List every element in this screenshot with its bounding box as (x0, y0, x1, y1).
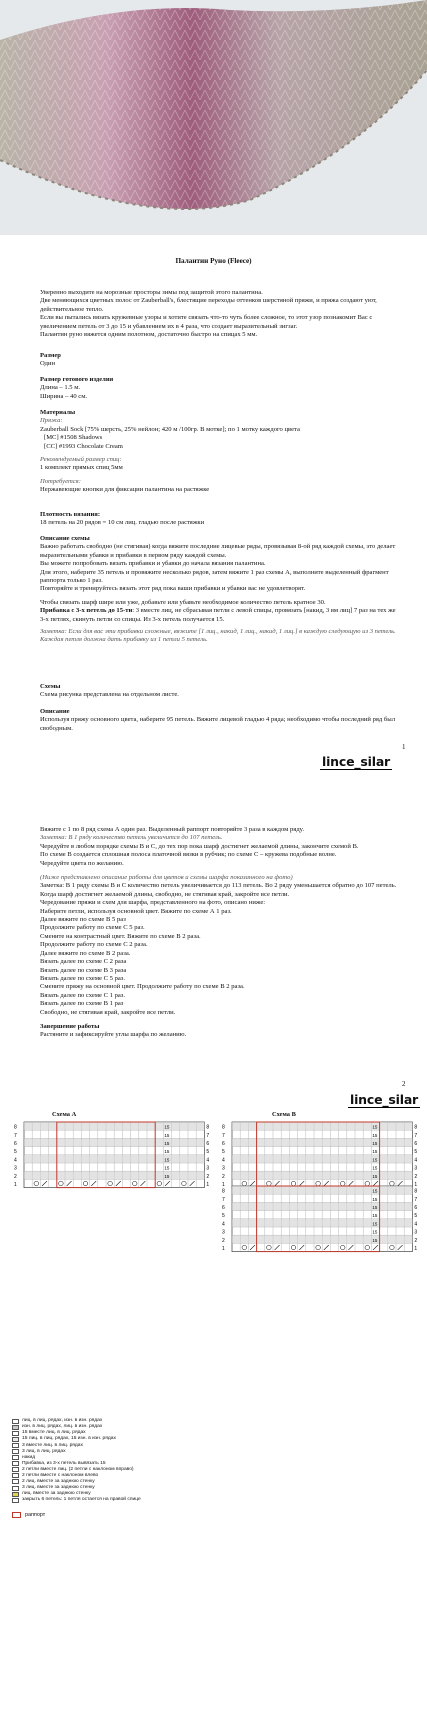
legend-swatch (12, 1498, 19, 1503)
desc2-value: Используя пряжу основного цвета, наберите 95 петель. Вяжите лицевой гладью 4 ряда; необходимо чтобы последний ряд был свободным. (40, 716, 395, 732)
row-number: 7 (414, 1196, 418, 1203)
row-number: 4 (14, 1157, 17, 1164)
row-number: 6 (414, 1140, 418, 1147)
fifteen-marker: 15 (372, 1237, 378, 1243)
fifteen-marker: 15 (164, 1173, 170, 1179)
purl-row (232, 1186, 412, 1194)
row-number: 6 (206, 1140, 210, 1147)
materials-heading: Материалы (40, 409, 76, 416)
row-number: 3 (222, 1229, 225, 1236)
page2-line: Продолжите работу по схеме С 2 раза. (40, 941, 148, 949)
purl-row (232, 1122, 412, 1130)
finished-length: Длина – 1.5 м. (40, 384, 81, 392)
row-number: 2 (222, 1173, 225, 1180)
gauge-value: 18 петель на 20 рядов = 10 см лиц. гладью после растяжки (40, 519, 205, 527)
description-line: Для этого, наберите 35 петель и провяжите несколько рядов, затем вяжите 1 раз схемы А, выполните выделенный фрагмент раппорта только 1 раз. (40, 568, 389, 585)
row-number: 8 (414, 1124, 418, 1131)
description-line: Вы можете попробовать вязать прибавки и убавки до начала вязания палантина. (40, 560, 266, 568)
fifteen-marker: 15 (164, 1132, 170, 1138)
fifteen-marker: 15 (164, 1124, 170, 1130)
legend-swatch (12, 1425, 19, 1430)
row-number: 7 (14, 1132, 17, 1139)
needle-value: 1 комплект прямых спиц 5мм (40, 464, 123, 472)
description-heading: Описание схемы (40, 535, 90, 542)
row-number: 5 (222, 1213, 225, 1220)
row-number: 4 (222, 1221, 225, 1228)
row-number: 2 (414, 1237, 418, 1244)
intro-line: Уверенно выходите на морозные просторы зимы под защитой этого палантина. (40, 289, 263, 296)
row-number: 2 (222, 1237, 225, 1244)
fifteen-marker: 15 (372, 1196, 378, 1202)
brand-watermark: lince_silar (322, 754, 391, 769)
schemes-value: Схема рисунка представлена на отдельном листе. (40, 691, 179, 699)
purl-row (24, 1122, 204, 1130)
row-number: 1 (206, 1181, 210, 1188)
page2-line: Вязать далее по схеме В 3 раза (40, 966, 127, 974)
legend-swatch (12, 1461, 19, 1466)
intro-line: Две меняющихся цветных полос от Zauberball's, блестящие переходы оттенков шерстяной пряжи, и пряжа создают уют, действительное тепло. (40, 297, 377, 313)
purl-row (232, 1171, 412, 1179)
intro-line: Если вы пытались вязать кружевные узоры и хотите связать что-то чуть более сложное, то этот узор познакомит Вас с увеличением петель от 3 до 15 и убавлением их в 4 раза, что создает выразительный зигзаг. (40, 314, 373, 330)
page2-line: Вязать далее по схеме С 2 раза (40, 958, 127, 966)
desc2-section (40, 708, 400, 733)
fifteen-marker: 15 (164, 1165, 170, 1171)
fifteen-marker: 15 (372, 1124, 378, 1130)
legend-swatch (12, 1492, 19, 1497)
row-number: 6 (414, 1204, 418, 1211)
page2-line: Наберите петли, используя основной цвет. Вяжите по схеме А 1 раз. (40, 907, 232, 915)
description-section (40, 535, 400, 645)
row-number: 8 (206, 1124, 210, 1131)
intro-line: Палантин руно вяжется одним полотном, достаточно быстро на спицах 5 мм. (40, 331, 258, 339)
row-number: 4 (414, 1157, 418, 1164)
yarn-mc: [MC] #1508 Shadows (44, 434, 103, 442)
gauge-section (40, 511, 400, 528)
materials-section (40, 409, 400, 495)
row-number: 8 (14, 1124, 17, 1131)
page2-line: Вязать далее по схеме С 5 раз. (40, 974, 126, 982)
wider-note: Чтобы связать шарф шире или уже, добавьте или убавьте необходимое количество петель кратное 30. (40, 598, 326, 606)
fifteen-marker: 15 (372, 1188, 378, 1194)
page-1 (0, 243, 427, 843)
row-number: 5 (206, 1149, 210, 1156)
row-number: 8 (222, 1188, 225, 1195)
rapport-label: раппорт (25, 1512, 46, 1518)
increase-note: Заметка: Если для вас эти прибавки сложные, вяжите [1 лиц., накид, 1 лиц., накид, 1 лиц.] в каждую следующую из 3 петель. Каждая петля должна дать прибавку из 1 петли 5 петель. (40, 628, 396, 644)
shawl-photo (0, 0, 427, 235)
scheme-b-title: Схема В (272, 1111, 296, 1118)
fifteen-marker: 15 (372, 1213, 378, 1219)
legend-label: лиц. вместе за заднюю стенку (22, 1491, 91, 1497)
row-number: 3 (14, 1165, 17, 1172)
row-number: 1 (14, 1181, 17, 1188)
purl-row (24, 1155, 204, 1163)
row-number: 2 (14, 1173, 17, 1180)
increase-heading: Прибавка с 3-х петель до 15-ти (40, 607, 133, 615)
row-number: 7 (206, 1132, 210, 1139)
legend-label: 3 лиц. в лиц. рядах (22, 1448, 66, 1454)
rapport-legend (12, 1512, 45, 1518)
need-value: Нержавеющие кнопки для фиксации палантина на растяжке (40, 486, 210, 494)
row-number: 3 (206, 1165, 210, 1172)
page2-line: Заметка: В 1 ряду количество петель увеличится до 107 петель. (40, 834, 223, 842)
fifteen-marker: 15 (372, 1165, 378, 1171)
scheme-a-chart (12, 1120, 210, 1200)
page2-line: Продолжите работу по схеме С 5 раз. (40, 924, 145, 932)
fifteen-marker: 15 (372, 1221, 378, 1227)
page2-line: Смените пряжу на основной цвет. Продолжите работу по схеме В 2 раза. (40, 983, 245, 991)
document-title: Палантин Руно (Fleece) (175, 257, 252, 265)
legend-label: лиц. в лиц. рядах, изн. в изн. рядах (22, 1418, 103, 1424)
row-number: 8 (222, 1124, 225, 1131)
row-number: 3 (222, 1165, 225, 1172)
purl-row (232, 1202, 412, 1210)
legend-swatch (12, 1419, 19, 1424)
row-number: 4 (206, 1157, 210, 1164)
legend-swatch (12, 1473, 19, 1478)
scheme-a-title: Схема А (52, 1111, 77, 1118)
legend-label: накид (22, 1454, 36, 1460)
fifteen-marker: 15 (164, 1140, 170, 1146)
legend-label: закрыть 6 петель: 1 петля остается на правой спице (22, 1497, 141, 1503)
page2-line: Вяжите с 1 по 8 ряд схема А один раз. Выделенный раппорт повторяйте 3 раза в каждом ряду. (40, 826, 304, 833)
page2-line: Вязать далее по схеме С 1 раз. (40, 991, 126, 999)
intro-block (40, 289, 400, 339)
needle-label: Рекомендуемый размер спиц: (40, 456, 122, 464)
yarn-cc: [CC] #1993 Chocolate Cream (44, 442, 123, 450)
description-line: Важно работать свободно (не стягивая) когда вяжите последние лицевые ряды, провязывая 8-ой ряд каждой схемы, это делает выразительными убавки и прибавки в первом ряду каждой схемы. (40, 543, 396, 559)
yarn-label: Пряжа: (40, 417, 63, 425)
row-number: 1 (414, 1181, 418, 1188)
legend-label: 15 лиц. в лиц. рядах, 15 изн. в изн. рядах (22, 1436, 116, 1442)
purl-row (24, 1171, 204, 1179)
row-number: 2 (206, 1173, 210, 1180)
finished-section (40, 376, 400, 401)
legend-swatch (12, 1467, 19, 1472)
fifteen-marker: 15 (372, 1149, 378, 1155)
legend-item (12, 1497, 202, 1503)
desc2-heading: Описание (40, 708, 70, 715)
purl-row (232, 1155, 412, 1163)
page2-line: Смените на контрастный цвет. Вяжите по схеме В 2 раза. (40, 932, 201, 940)
row-number: 7 (222, 1132, 225, 1139)
row-number: 4 (222, 1157, 225, 1164)
legend-label: 3 вместе лиц. в лиц. рядах (22, 1442, 83, 1448)
legend-label: 2 лиц. вместе за заднюю стенку (22, 1479, 95, 1485)
page2-line: Далее вяжите по схеме В 2 раза. (40, 949, 131, 957)
page2-line: Чередуйте в любом порядке схемы В и С, до тех пор пока шарф достигнет желаемой длины, закончите схемой В. (40, 842, 359, 850)
row-number: 6 (14, 1140, 17, 1147)
purl-row (24, 1138, 204, 1146)
row-number: 1 (222, 1245, 225, 1252)
page2-line: Когда шарф достигнет желаемой длины, свободно, не стягивая край, закройте все петли. (40, 890, 290, 898)
page2-line: Заметка: В 1 ряду схемы В и С количество петель увеличивается до 113 петель. Во 2 ряду уменьшается обратно до 107 петель. (40, 882, 397, 890)
size-section (40, 352, 400, 369)
rapport-swatch (12, 1512, 21, 1518)
purl-row (232, 1138, 412, 1146)
scheme-c-chart (220, 1181, 420, 1264)
page2-line: Растяните и зафиксируйте углы шарфа по желанию. (40, 1031, 187, 1039)
size-heading: Размер (40, 352, 61, 359)
page2-line: Чередуйте цвета по желанию. (40, 859, 124, 867)
row-number: 5 (414, 1213, 418, 1220)
fifteen-marker: 15 (164, 1157, 170, 1163)
legend-swatch (12, 1449, 19, 1454)
fifteen-marker: 15 (372, 1173, 378, 1179)
description-line: Повторяйте и тренируйтесь вязать этот ряд пока ваши прибавки и убавки вас не удовлетворят. (40, 585, 306, 593)
page-number: 1 (402, 743, 406, 751)
gauge-heading: Плотность вязания: (40, 511, 101, 518)
fifteen-marker: 15 (372, 1140, 378, 1146)
page2-line: Вязать далее по схеме В 1 раз (40, 1000, 124, 1008)
yarn-value: Zauberball Sock [75% шерсть, 25% нейлон; 420 м /100гр. В мотке]; по 1 мотку каждого цвета (40, 425, 300, 433)
fifteen-marker: 15 (372, 1204, 378, 1210)
fifteen-marker: 15 (372, 1132, 378, 1138)
legend-swatch (12, 1443, 19, 1448)
row-number: 5 (14, 1149, 17, 1156)
legend-label: 15 вместе лиц. в лиц. рядах (22, 1430, 86, 1436)
row-number: 1 (222, 1181, 225, 1188)
legend-label: 2 петли вместе с наклоном влево (22, 1472, 99, 1478)
page2-line: Чередование пряжи и схем для шарфа, представленного на фото, описано ниже: (40, 899, 266, 907)
row-number: 7 (414, 1132, 418, 1139)
row-number: 3 (414, 1165, 418, 1172)
need-label: Потребуется: (40, 477, 81, 485)
page2-line: Завершение работы (40, 1022, 100, 1030)
purl-row (232, 1235, 412, 1243)
brand-watermark: lince_silar (350, 1092, 419, 1107)
fifteen-marker: 15 (372, 1157, 378, 1163)
legend-swatch (12, 1431, 19, 1436)
legend-swatch (12, 1437, 19, 1442)
increase-instruction (40, 607, 400, 624)
row-number: 6 (222, 1204, 225, 1211)
legend-swatch (12, 1486, 19, 1491)
fifteen-marker: 15 (372, 1229, 378, 1235)
row-number: 7 (222, 1196, 225, 1203)
page-2-text (40, 826, 400, 1040)
legend-label: Прибавка, из 3-х петель вывязать 15 (22, 1460, 106, 1466)
page2-line: (Ниже представлено описание работы для цветов и схемы шарфа показанного на фото) (40, 874, 293, 882)
page2-line: Далее вяжите по схеме В 5 раз (40, 916, 126, 924)
row-number: 6 (222, 1140, 225, 1147)
page2-line: Свободно, не стягивая край, закройте все петли. (40, 1008, 176, 1016)
purl-row (232, 1219, 412, 1227)
row-number: 4 (414, 1221, 418, 1228)
legend-label: 3 лиц. вместе за заднюю стенку (22, 1485, 95, 1491)
row-number: 8 (414, 1188, 418, 1195)
row-number: 5 (222, 1149, 225, 1156)
page-number: 2 (402, 1080, 406, 1088)
row-number: 5 (414, 1149, 418, 1156)
increase-text: : 3 вместе лиц, не сбрасывая петли с левой спицы, провязать [накид, 3 вм лиц] 7 раз на тех же 3-х петлях, скинуть петли со спицы. Из 3-х петель получается 15. (40, 607, 396, 623)
legend-swatch (12, 1479, 19, 1484)
chart-legend (12, 1418, 202, 1503)
page2-line: По схеме В создается сплошная полоса платочной вязки в рубчик; по схеме С – кружева подобные волне. (40, 851, 337, 859)
legend-label: 2 петли вместе лиц. (2 петли с наклоном вправо) (22, 1466, 134, 1472)
row-number: 2 (414, 1173, 418, 1180)
row-number: 1 (414, 1245, 418, 1252)
legend-label: изн. в лиц. рядах, лиц. в изн. рядах (22, 1424, 103, 1430)
size-value: Один (40, 360, 56, 368)
legend-swatch (12, 1455, 19, 1460)
schemes-heading: Схемы (40, 683, 61, 690)
row-number: 3 (414, 1229, 418, 1236)
finished-width: Ширина – 40 см. (40, 392, 88, 400)
fifteen-marker: 15 (164, 1149, 170, 1155)
schemes-section (40, 683, 400, 700)
finished-heading: Размер готового изделия (40, 376, 114, 383)
